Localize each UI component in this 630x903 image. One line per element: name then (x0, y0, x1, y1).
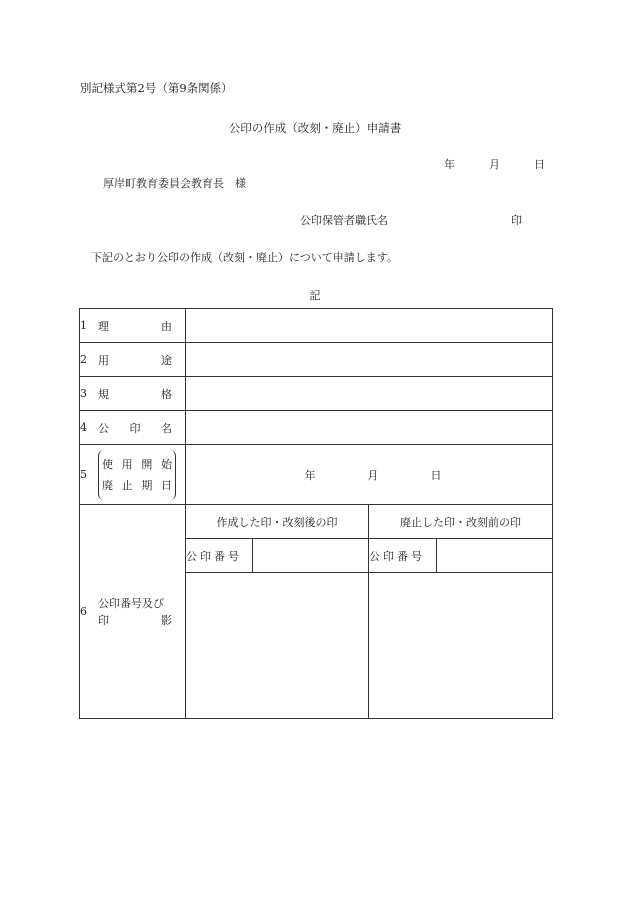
row-number: 3 (80, 387, 87, 400)
label-seal-number-and-impression (80, 505, 186, 719)
date-month: 月 (367, 468, 379, 482)
label-char: 廃 (102, 478, 113, 492)
seal-name-field[interactable] (186, 411, 553, 445)
abolished-seal-number-label: 公印番号 (369, 539, 437, 573)
label-char: 印 (98, 613, 109, 627)
date-type-bracket (98, 450, 176, 500)
addressee: 厚岸町教育委員会教育長 様 (103, 177, 246, 190)
row-number: 1 (80, 319, 87, 332)
start-date-field[interactable] (186, 445, 553, 505)
document-title: 公印の作成（改刻・廃止）申請書 (228, 121, 402, 135)
label-char: 名 (161, 421, 172, 435)
label-char: 影 (161, 613, 172, 627)
label-char: 止 (121, 478, 133, 492)
created-seal-impression-area[interactable] (186, 573, 369, 719)
row-start-date (80, 445, 553, 505)
label-char: 開 (141, 457, 153, 471)
reason-field[interactable] (186, 309, 553, 343)
ki-heading: 記 (309, 289, 321, 302)
date-year: 年 (304, 468, 316, 482)
purpose-field[interactable] (186, 343, 553, 377)
label-char: 日 (160, 478, 172, 492)
label-char: 使 (102, 457, 113, 471)
date-day: 日 (534, 158, 545, 171)
date-month: 月 (489, 158, 500, 171)
label-char: 格 (161, 387, 172, 401)
abolished-seal-header: 廃止した印・改刻前の印 (369, 505, 553, 539)
label-line: 公印番号及び (98, 596, 164, 610)
created-seal-number-field[interactable] (253, 539, 369, 573)
abolished-seal-impression-area[interactable] (369, 573, 553, 719)
applicant-label: 公印保管者職氏名 (300, 214, 388, 227)
label-char: 由 (161, 319, 172, 333)
row-spec (80, 377, 553, 411)
abolished-seal-number-field[interactable] (437, 539, 553, 573)
spec-field[interactable] (186, 377, 553, 411)
label-seal-name (80, 411, 186, 445)
date-line (444, 156, 545, 172)
intro-text: 下記のとおり公印の作成（改刻・廃止）について申請します。 (91, 251, 398, 264)
created-seal-number-label: 公印番号 (186, 539, 253, 573)
date-year: 年 (444, 158, 455, 171)
label-char: 印 (129, 421, 141, 435)
label-spec (80, 377, 186, 411)
row-reason (80, 309, 553, 343)
label-char: 期 (141, 478, 153, 492)
form-number: 別記様式第2号（第9条関係） (80, 81, 233, 95)
application-form-table (79, 308, 553, 719)
date-day: 日 (430, 468, 442, 482)
label-char: 規 (98, 387, 109, 401)
label-char: 用 (98, 353, 109, 367)
label-start-date (80, 445, 186, 505)
label-char: 用 (121, 457, 133, 471)
seal-mark: 印 (511, 214, 522, 227)
label-char: 始 (160, 457, 172, 471)
row-number: 6 (80, 605, 87, 618)
row-number: 5 (80, 468, 87, 481)
row-number: 2 (80, 353, 87, 366)
row-seal-name (80, 411, 553, 445)
label-char: 理 (98, 319, 109, 333)
label-char: 途 (161, 353, 172, 367)
row-seal-headers (80, 505, 553, 539)
created-seal-header: 作成した印・改刻後の印 (186, 505, 369, 539)
row-number: 4 (80, 421, 87, 434)
label-char: 公 (98, 421, 109, 435)
row-purpose (80, 343, 553, 377)
label-reason (80, 309, 186, 343)
label-purpose (80, 343, 186, 377)
